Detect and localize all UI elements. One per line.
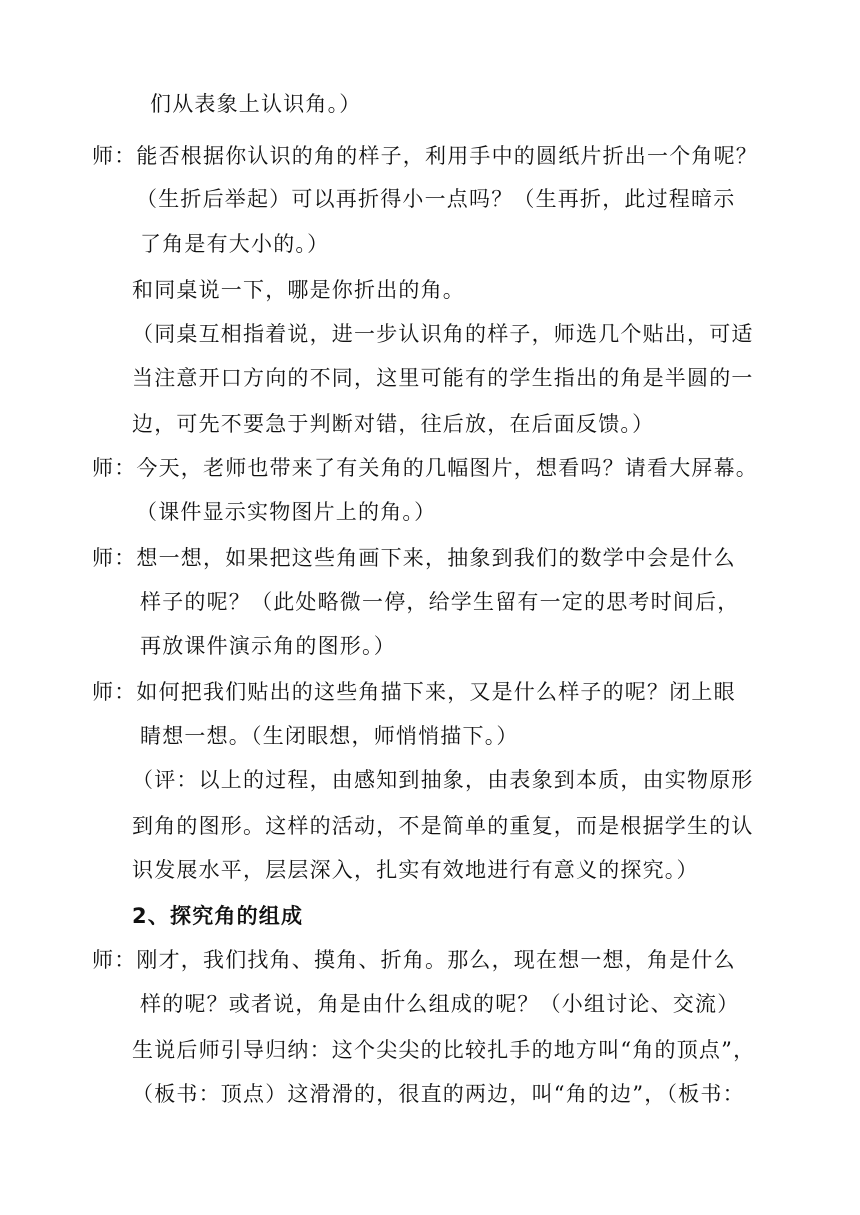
text-line: （同桌互相指着说，进一步认识角的样子，师选几个贴出，可适	[132, 322, 754, 346]
text-line: （课件显示实物图片上的角。）	[136, 500, 437, 524]
text-line: 样子的呢？（此处略微一停，给学生留有一定的思考时间后，	[140, 590, 740, 614]
text-line: 样的呢？或者说，角是由什么组成的呢？（小组讨论、交流）	[140, 992, 740, 1016]
text-line: （生折后举起）可以再折得小一点吗？（生再折，此过程暗示	[136, 187, 736, 211]
text-line: 师：刚才，我们找角、摸角、折角。那么，现在想一想，角是什么	[92, 948, 736, 972]
text-line: 师：今天，老师也带来了有关角的几幅图片，想看吗？请看大屏幕。	[92, 456, 758, 480]
text-line: 到角的图形。这样的活动，不是简单的重复，而是根据学生的认	[132, 814, 754, 838]
text-line: 识发展水平，层层深入，扎实有效地进行有意义的探究。）	[132, 858, 699, 882]
text-line: （评：以上的过程，由感知到抽象，由表象到本质，由实物原形	[132, 768, 754, 792]
text-line: 生说后师引导归纳：这个尖尖的比较扎手的地方叫“角的顶点”，	[132, 1038, 756, 1062]
text-line: 师：能否根据你认识的角的样子，利用手中的圆纸片折出一个角呢？	[92, 144, 758, 168]
text-line: 了角是有大小的。）	[140, 232, 330, 256]
text-line: （板书：顶点）这滑滑的，很直的两边，叫“角的边”，（板书：	[132, 1082, 745, 1106]
text-line: 们从表象上认识角。）	[150, 92, 362, 116]
text-line: 和同桌说一下，哪是你折出的角。	[132, 278, 465, 302]
text-line: 睛想一想。（生闭眼想，师悄悄描下。）	[140, 724, 519, 748]
text-line: 边，可先不要急于判断对错，往后放，在后面反馈。）	[132, 412, 655, 436]
text-line: 师：如何把我们贴出的这些角描下来，又是什么样子的呢？闭上眼	[92, 680, 736, 704]
section-heading: 2、探究角的组成	[132, 904, 304, 928]
text-line: 当注意开口方向的不同，这里可能有的学生指出的角是半圆的一	[132, 366, 754, 390]
text-line: 师：想一想，如果把这些角画下来，抽象到我们的数学中会是什么	[92, 546, 736, 570]
text-line: 再放课件演示角的图形。）	[140, 634, 396, 658]
